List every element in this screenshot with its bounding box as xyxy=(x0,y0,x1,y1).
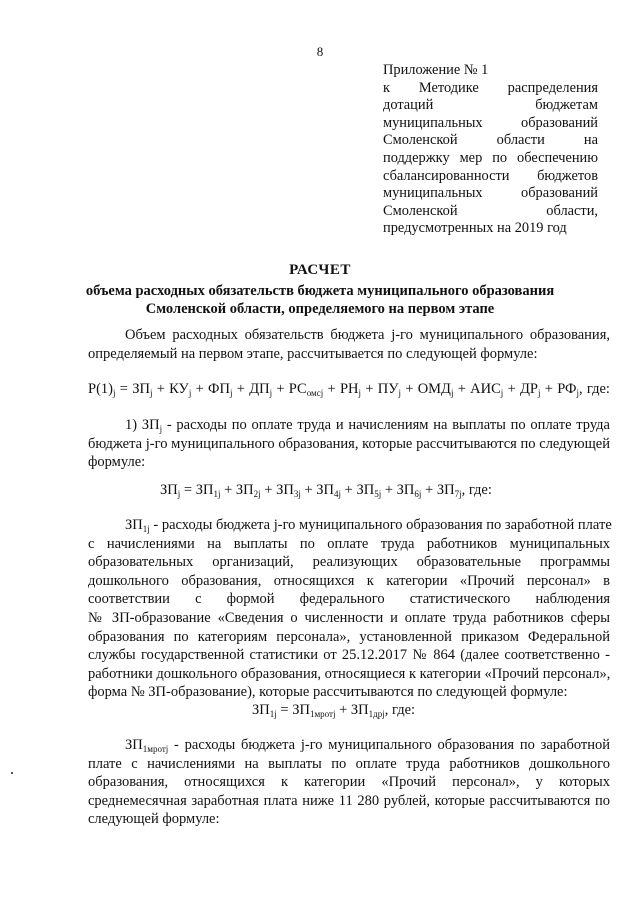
formula-zp1j: $ЗП_{1j} = ЗП_{1мротj} + ЗП_{1дрj}$, где: xyxy=(252,702,416,719)
intro-paragraph xyxy=(88,326,610,363)
zp1mrot-paragraph xyxy=(88,736,610,829)
page-number: 8 xyxy=(316,44,324,59)
paragraph-line: работники дошкольного образования, относящиеся к категории «Прочий персонал», xyxy=(88,665,611,682)
paragraph-line: образования, относящихся к категории «Прочий персонал», у которых xyxy=(88,774,610,791)
paragraph-line: формуле: xyxy=(88,454,146,471)
paragraph-line: форма № ЗП-образование), которые рассчитываются по следующей формуле: xyxy=(88,684,568,701)
appendix-line: к Методике распределения xyxy=(383,79,598,96)
paragraph-line: бюджета j-го муниципального образования, которые рассчитываются по следующей xyxy=(88,435,610,452)
paragraph-line: среднемесячная заработная плата ниже 11 280 рублей, которые рассчитываются по xyxy=(88,792,610,809)
appendix-block xyxy=(383,62,598,238)
document-subtitle xyxy=(70,282,570,318)
appendix-line: поддержку мер по обеспечению xyxy=(383,149,598,166)
paragraph-line: образовательных организаций, реализующих образовательные программы xyxy=(88,554,610,571)
appendix-line: муниципальных образований xyxy=(383,185,598,202)
appendix-line: муниципальных образований xyxy=(383,114,598,131)
paragraph-line: следующей формуле: xyxy=(88,811,220,828)
appendix-line: сбалансированности бюджетов xyxy=(383,167,598,184)
paragraph-line: 1) $ЗП_j$ - расходы по оплате труда и начислениям на выплаты по оплате труда xyxy=(125,417,610,434)
document-title: РАСЧЕТ xyxy=(289,262,351,278)
paragraph-line: службы государственной статистики от 25.12.2017 № 864 (далее соответственно - xyxy=(88,647,610,664)
appendix-line: Смоленской области, xyxy=(383,202,598,219)
subtitle-line: Смоленской области, определяемого на первом этапе xyxy=(145,301,495,317)
zp1j-paragraph xyxy=(88,516,610,702)
paragraph-line: $ЗП_{1j}$ - расходы бюджета j-го муниципального образования по заработной плате xyxy=(125,517,612,534)
paragraph-line: определяемый на первом этапе, рассчитывается по следующей формуле: xyxy=(88,345,538,362)
paragraph-line: № ЗП-образование «Сведения о численности и оплате труда работников сферы xyxy=(88,609,610,626)
paragraph-line: $ЗП_{1мротj}$ - расходы бюджета j-го муниципального образования по заработной xyxy=(125,737,610,754)
appendix-line: Приложение № 1 xyxy=(383,62,489,78)
appendix-line: дотаций бюджетам xyxy=(383,97,598,114)
paragraph-line: с начислениями на выплаты по оплате труда работников муниципальных xyxy=(88,535,610,552)
formula-total: $Р(1)_j = ЗП_j + КУ_j + ФП_j + ДП_j + РС_{омсj} + РН_j + ПУ_j + ОМД_j + АИС_j + ДР_j + РФ_j$, где: xyxy=(88,381,610,398)
formula-zp: $ЗП_j = ЗП_{1j} + ЗП_{2j} + ЗП_{3j} + ЗП_{4j} + ЗП_{5j} + ЗП_{6j} + ЗП_{7j}$, где: xyxy=(160,482,492,499)
paragraph-line: соответствии с формой федерального статистического наблюдения xyxy=(88,591,610,608)
appendix-line: Смоленской области на xyxy=(383,132,598,149)
item-1-paragraph xyxy=(88,416,610,472)
paragraph-line: дошкольного образования, относящихся к категории «Прочий персонал» в xyxy=(88,572,610,589)
paragraph-line: образования по категориям персонала», установленной приказом Федеральной xyxy=(88,628,610,645)
scan-speck xyxy=(11,772,13,774)
paragraph-line: плате с начислениями на выплаты по оплате труда работников дошкольного xyxy=(88,755,610,772)
subtitle-line: объема расходных обязательств бюджета муниципального образования xyxy=(85,283,555,299)
paragraph-line: Объем расходных обязательств бюджета j-го муниципального образования, xyxy=(125,327,610,343)
appendix-line: предусмотренных на 2019 год xyxy=(383,220,567,237)
